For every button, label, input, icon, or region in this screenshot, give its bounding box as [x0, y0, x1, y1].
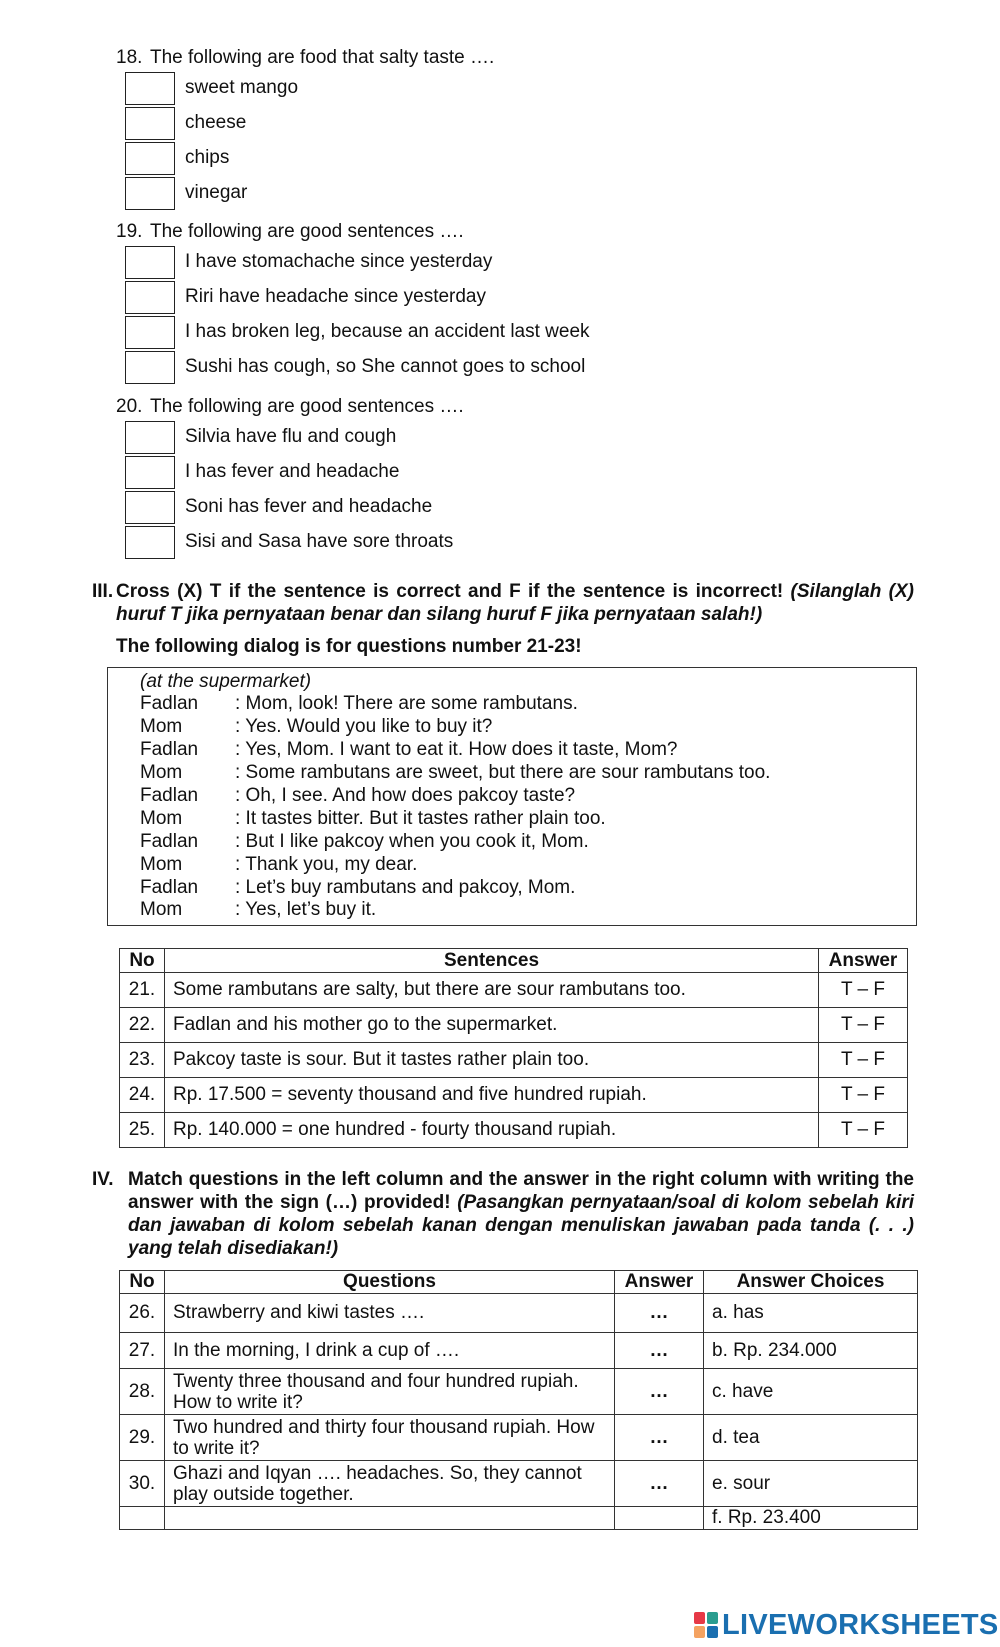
row-number: 29.: [120, 1415, 165, 1461]
dialog-line: [140, 739, 677, 761]
option-row: [116, 107, 494, 142]
answer-choice: d. tea: [704, 1415, 918, 1461]
speaker: Fadlan: [140, 877, 199, 898]
row-question: Ghazi and Iqyan …. headaches. So, they cannot play outside together.: [165, 1461, 615, 1507]
row-question: [165, 1507, 615, 1530]
instruction-indonesian: (Pasangkan pernyataan/soal di kolom sebelah kiri dan jawaban di kolom sebelah kanan dengan menuliskan jawaban pada tanda (. . .) yang telah disediakan!): [128, 1192, 914, 1259]
row-sentence: Rp. 17.500 = seventy thousand and five hundred rupiah.: [165, 1078, 819, 1113]
row-sentence: Rp. 140.000 = one hundred - fourty thousand rupiah.: [165, 1113, 819, 1148]
instruction-indonesian: (Silanglah (X) huruf T jika pernyataan benar dan silang huruf F jika pernyataan salah!): [116, 581, 914, 625]
row-number: 28.: [120, 1369, 165, 1415]
instruction-english: Match questions in the left column and the answer in the right column with writing the answer with the sign (…) provided!: [128, 1169, 914, 1213]
tf-answer[interactable]: T – F: [819, 973, 908, 1008]
tf-answer[interactable]: T – F: [819, 1043, 908, 1078]
matching-table: [119, 1270, 918, 1530]
speaker: Mom: [140, 899, 183, 920]
answer-choice: f. Rp. 23.400: [704, 1507, 918, 1530]
row-number: 25.: [120, 1113, 165, 1148]
header-answer-choices: Answer Choices: [704, 1271, 918, 1294]
question-text: The following are good sentences ….: [150, 396, 464, 417]
dialog-scene: (at the supermarket): [140, 671, 312, 692]
tf-answer[interactable]: T – F: [819, 1008, 908, 1043]
answer-checkbox[interactable]: [125, 421, 175, 454]
table-row: [120, 1078, 908, 1113]
table-row: [120, 1294, 918, 1333]
speaker: Fadlan: [140, 693, 199, 714]
row-number: 23.: [120, 1043, 165, 1078]
option-text: vinegar: [185, 182, 248, 203]
utterance: : It tastes bitter. But it tastes rather plain too.: [235, 808, 606, 829]
row-sentence: Fadlan and his mother go to the supermarket.: [165, 1008, 819, 1043]
table-row: [120, 1113, 908, 1148]
utterance: : Thank you, my dear.: [235, 854, 418, 875]
row-number: 26.: [120, 1294, 165, 1333]
section-4-instructions: [92, 1168, 914, 1260]
dialog-box: [107, 667, 917, 926]
row-sentence: Some rambutans are salty, but there are sour rambutans too.: [165, 973, 819, 1008]
section-3-instructions: [92, 580, 914, 626]
option-row: [116, 72, 494, 107]
section-instruction: [116, 580, 914, 626]
answer-choice: c. have: [704, 1369, 918, 1415]
logo-text: LIVEWORKSHEETS: [722, 1609, 999, 1641]
table-row: [120, 1369, 918, 1415]
row-number: 24.: [120, 1078, 165, 1113]
question-18: [116, 46, 494, 212]
dialog-line: [140, 899, 376, 921]
utterance: : Let’s buy rambutans and pakcoy, Mom.: [235, 877, 576, 898]
answer-checkbox[interactable]: [125, 246, 175, 279]
row-question: In the morning, I drink a cup of ….: [165, 1333, 615, 1369]
question-number: 20.: [116, 396, 143, 417]
question-number: 18.: [116, 47, 143, 68]
table-row: [120, 1333, 918, 1369]
dialog-line: [140, 877, 575, 899]
question-text: The following are food that salty taste ….: [150, 47, 495, 68]
answer-checkbox[interactable]: [125, 177, 175, 210]
speaker: Mom: [140, 808, 183, 829]
option-text: Silvia have flu and cough: [185, 426, 397, 447]
option-text: Riri have headache since yesterday: [185, 286, 487, 307]
header-no: No: [120, 1271, 165, 1294]
answer-blank[interactable]: …: [615, 1294, 704, 1333]
option-row: [116, 351, 586, 386]
question-text: The following are good sentences ….: [150, 221, 464, 242]
utterance: : Some rambutans are sweet, but there are sour rambutans too.: [235, 762, 771, 783]
table-row: [120, 1415, 918, 1461]
table-header-row: [120, 949, 908, 973]
liveworksheets-logo: [694, 1609, 999, 1641]
speaker: Mom: [140, 716, 183, 737]
question-title: [116, 46, 494, 70]
row-number: 22.: [120, 1008, 165, 1043]
answer-choice: a. has: [704, 1294, 918, 1333]
question-title: [116, 395, 464, 419]
section-number: IV.: [92, 1169, 114, 1190]
instruction-english: Cross (X) T if the sentence is correct and F if the sentence is incorrect!: [116, 581, 784, 602]
option-row: [116, 246, 493, 281]
utterance: : Oh, I see. And how does pakcoy taste?: [235, 785, 576, 806]
answer-checkbox[interactable]: [125, 491, 175, 524]
answer-checkbox[interactable]: [125, 72, 175, 105]
answer-choice: b. Rp. 234.000: [704, 1333, 918, 1369]
option-row: [116, 142, 494, 177]
option-text: I has broken leg, because an accident last week: [185, 321, 590, 342]
row-number: 27.: [120, 1333, 165, 1369]
option-row: [116, 421, 464, 456]
answer-blank[interactable]: …: [615, 1369, 704, 1415]
speaker: Mom: [140, 762, 183, 783]
option-row: [116, 526, 464, 561]
question-title: [116, 220, 464, 244]
row-number: [120, 1507, 165, 1530]
option-row: [116, 491, 464, 526]
answer-blank[interactable]: …: [615, 1333, 704, 1369]
answer-blank[interactable]: …: [615, 1415, 704, 1461]
utterance: : Yes. Would you like to buy it?: [235, 716, 493, 737]
logo-blocks-icon: [694, 1612, 718, 1638]
table-header-row: [120, 1271, 918, 1294]
dialog-line: [140, 854, 417, 876]
header-sentences: Sentences: [165, 949, 819, 973]
dialog-line: [140, 716, 492, 738]
question-20: [116, 395, 464, 561]
header-answer: Answer: [615, 1271, 704, 1294]
dialog-line: [140, 808, 606, 830]
table-row: [120, 1507, 918, 1530]
dialog-line: [140, 785, 575, 807]
option-row: [116, 316, 590, 351]
answer-checkbox[interactable]: [125, 316, 175, 349]
option-text: chips: [185, 147, 230, 168]
row-number: 30.: [120, 1461, 165, 1507]
option-row: [116, 177, 494, 212]
row-question: Strawberry and kiwi tastes ….: [165, 1294, 615, 1333]
option-row: [116, 281, 487, 316]
speaker: Fadlan: [140, 739, 199, 760]
answer-blank[interactable]: …: [615, 1461, 704, 1507]
speaker: Mom: [140, 854, 183, 875]
question-number: 19.: [116, 221, 143, 242]
option-row: [116, 456, 464, 491]
option-text: Soni has fever and headache: [185, 496, 433, 517]
section-number: III.: [92, 581, 114, 602]
true-false-table: [119, 948, 908, 1148]
utterance: : Mom, look! There are some rambutans.: [235, 693, 578, 714]
speaker: Fadlan: [140, 785, 199, 806]
answer-checkbox[interactable]: [125, 281, 175, 314]
answer-checkbox[interactable]: [125, 142, 175, 175]
dialog-note: The following dialog is for questions number 21-23!: [116, 636, 582, 657]
answer-checkbox[interactable]: [125, 456, 175, 489]
speaker: Fadlan: [140, 831, 199, 852]
tf-answer[interactable]: T – F: [819, 1078, 908, 1113]
answer-checkbox[interactable]: [125, 526, 175, 559]
option-text: sweet mango: [185, 77, 299, 98]
answer-checkbox[interactable]: [125, 351, 175, 384]
dialog-line: [140, 693, 578, 715]
row-number: 21.: [120, 973, 165, 1008]
option-text: I has fever and headache: [185, 461, 400, 482]
header-answer: Answer: [819, 949, 908, 973]
table-row: [120, 1461, 918, 1507]
utterance: : Yes, let’s buy it.: [235, 899, 377, 920]
option-text: Sushi has cough, so She cannot goes to school: [185, 356, 586, 377]
option-text: I have stomachache since yesterday: [185, 251, 493, 272]
section-instruction: [128, 1168, 914, 1260]
row-question: Two hundred and thirty four thousand rupiah. How to write it?: [165, 1415, 615, 1461]
question-19: [116, 220, 590, 386]
row-sentence: Pakcoy taste is sour. But it tastes rather plain too.: [165, 1043, 819, 1078]
table-row: [120, 973, 908, 1008]
header-no: No: [120, 949, 165, 973]
utterance: : But I like pakcoy when you cook it, Mom.: [235, 831, 589, 852]
tf-answer[interactable]: T – F: [819, 1113, 908, 1148]
dialog-line: [140, 762, 770, 784]
option-text: cheese: [185, 112, 247, 133]
option-text: Sisi and Sasa have sore throats: [185, 531, 454, 552]
answer-blank: [615, 1507, 704, 1530]
table-row: [120, 1043, 908, 1078]
dialog-line: [140, 831, 589, 853]
header-questions: Questions: [165, 1271, 615, 1294]
answer-checkbox[interactable]: [125, 107, 175, 140]
utterance: : Yes, Mom. I want to eat it. How does it taste, Mom?: [235, 739, 678, 760]
row-question: Twenty three thousand and four hundred rupiah. How to write it?: [165, 1369, 615, 1415]
answer-choice: e. sour: [704, 1461, 918, 1507]
table-row: [120, 1008, 908, 1043]
